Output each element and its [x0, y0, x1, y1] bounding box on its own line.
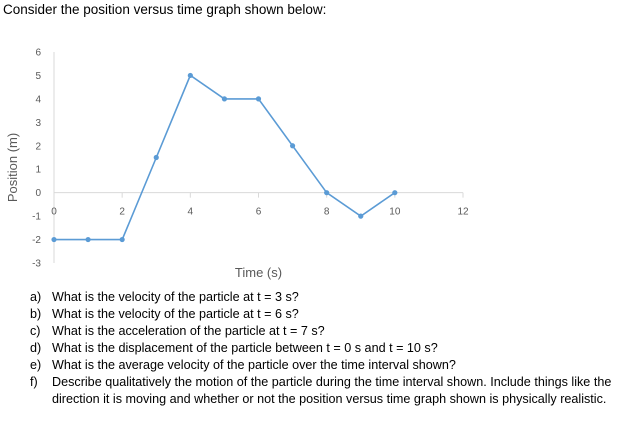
x-tick-label: 2 — [119, 206, 125, 218]
y-axis-title: Position (m) — [5, 132, 20, 203]
y-tick-label: 2 — [35, 141, 41, 153]
question-label: f) — [30, 375, 38, 389]
x-tick-labels — [51, 207, 469, 218]
data-point — [392, 190, 397, 195]
y-tick-label: 3 — [35, 117, 41, 129]
data-point — [120, 237, 125, 242]
question-item — [30, 289, 630, 306]
y-tick-label: 1 — [35, 164, 41, 176]
data-points — [51, 73, 397, 242]
question-text: What is the velocity of the particle at t = 3 s? — [52, 290, 299, 304]
y-tick-label: 6 — [35, 47, 41, 59]
question-text: What is the average velocity of the particle over the time interval shown? — [52, 358, 456, 372]
question-text: What is the displacement of the particle between t = 0 s and t = 10 s? — [52, 341, 438, 355]
question-label: c) — [30, 324, 41, 338]
question-item — [30, 340, 630, 357]
x-tick-marks — [54, 193, 463, 198]
data-point — [51, 237, 56, 242]
question-item — [30, 306, 630, 323]
y-tick-label: 4 — [35, 94, 41, 106]
data-point — [290, 143, 295, 148]
question-item — [30, 323, 630, 340]
question-text: What is the acceleration of the particle at t = 7 s? — [52, 324, 325, 338]
question-label: e) — [30, 358, 42, 372]
x-tick-label: 12 — [457, 206, 469, 218]
intro-text: Consider the position versus time graph shown below: — [3, 2, 327, 17]
data-point — [85, 237, 90, 242]
x-tick-label: 6 — [255, 206, 262, 218]
question-label: d) — [30, 341, 42, 355]
question-list — [30, 289, 630, 408]
data-point — [188, 73, 193, 78]
data-point — [256, 96, 261, 101]
data-point — [154, 155, 159, 160]
x-tick-label: 4 — [187, 206, 194, 218]
question-label: a) — [30, 290, 42, 304]
question-text: Describe qualitatively the motion of the particle during the time interval shown. Include things like the direction it is moving and whether or not the position versus time graph shown is physically realistic. — [52, 375, 612, 406]
x-tick-label: 0 — [51, 206, 57, 218]
question-item — [30, 374, 630, 408]
y-tick-label: 5 — [35, 70, 41, 82]
x-tick-label: 8 — [323, 206, 330, 218]
question-label: b) — [30, 307, 42, 321]
x-tick-label: 10 — [389, 206, 401, 218]
y-tick-label: -1 — [32, 211, 41, 223]
y-tick-label: -3 — [32, 258, 41, 270]
data-point — [358, 214, 363, 219]
x-axis-title: Time (s) — [234, 265, 283, 280]
y-tick-label: -2 — [32, 235, 41, 247]
question-item — [30, 357, 630, 374]
y-tick-labels — [32, 48, 41, 270]
data-point — [222, 96, 227, 101]
data-point — [324, 190, 329, 195]
y-tick-label: 0 — [35, 188, 41, 200]
question-text: What is the velocity of the particle at t = 6 s? — [52, 307, 299, 321]
